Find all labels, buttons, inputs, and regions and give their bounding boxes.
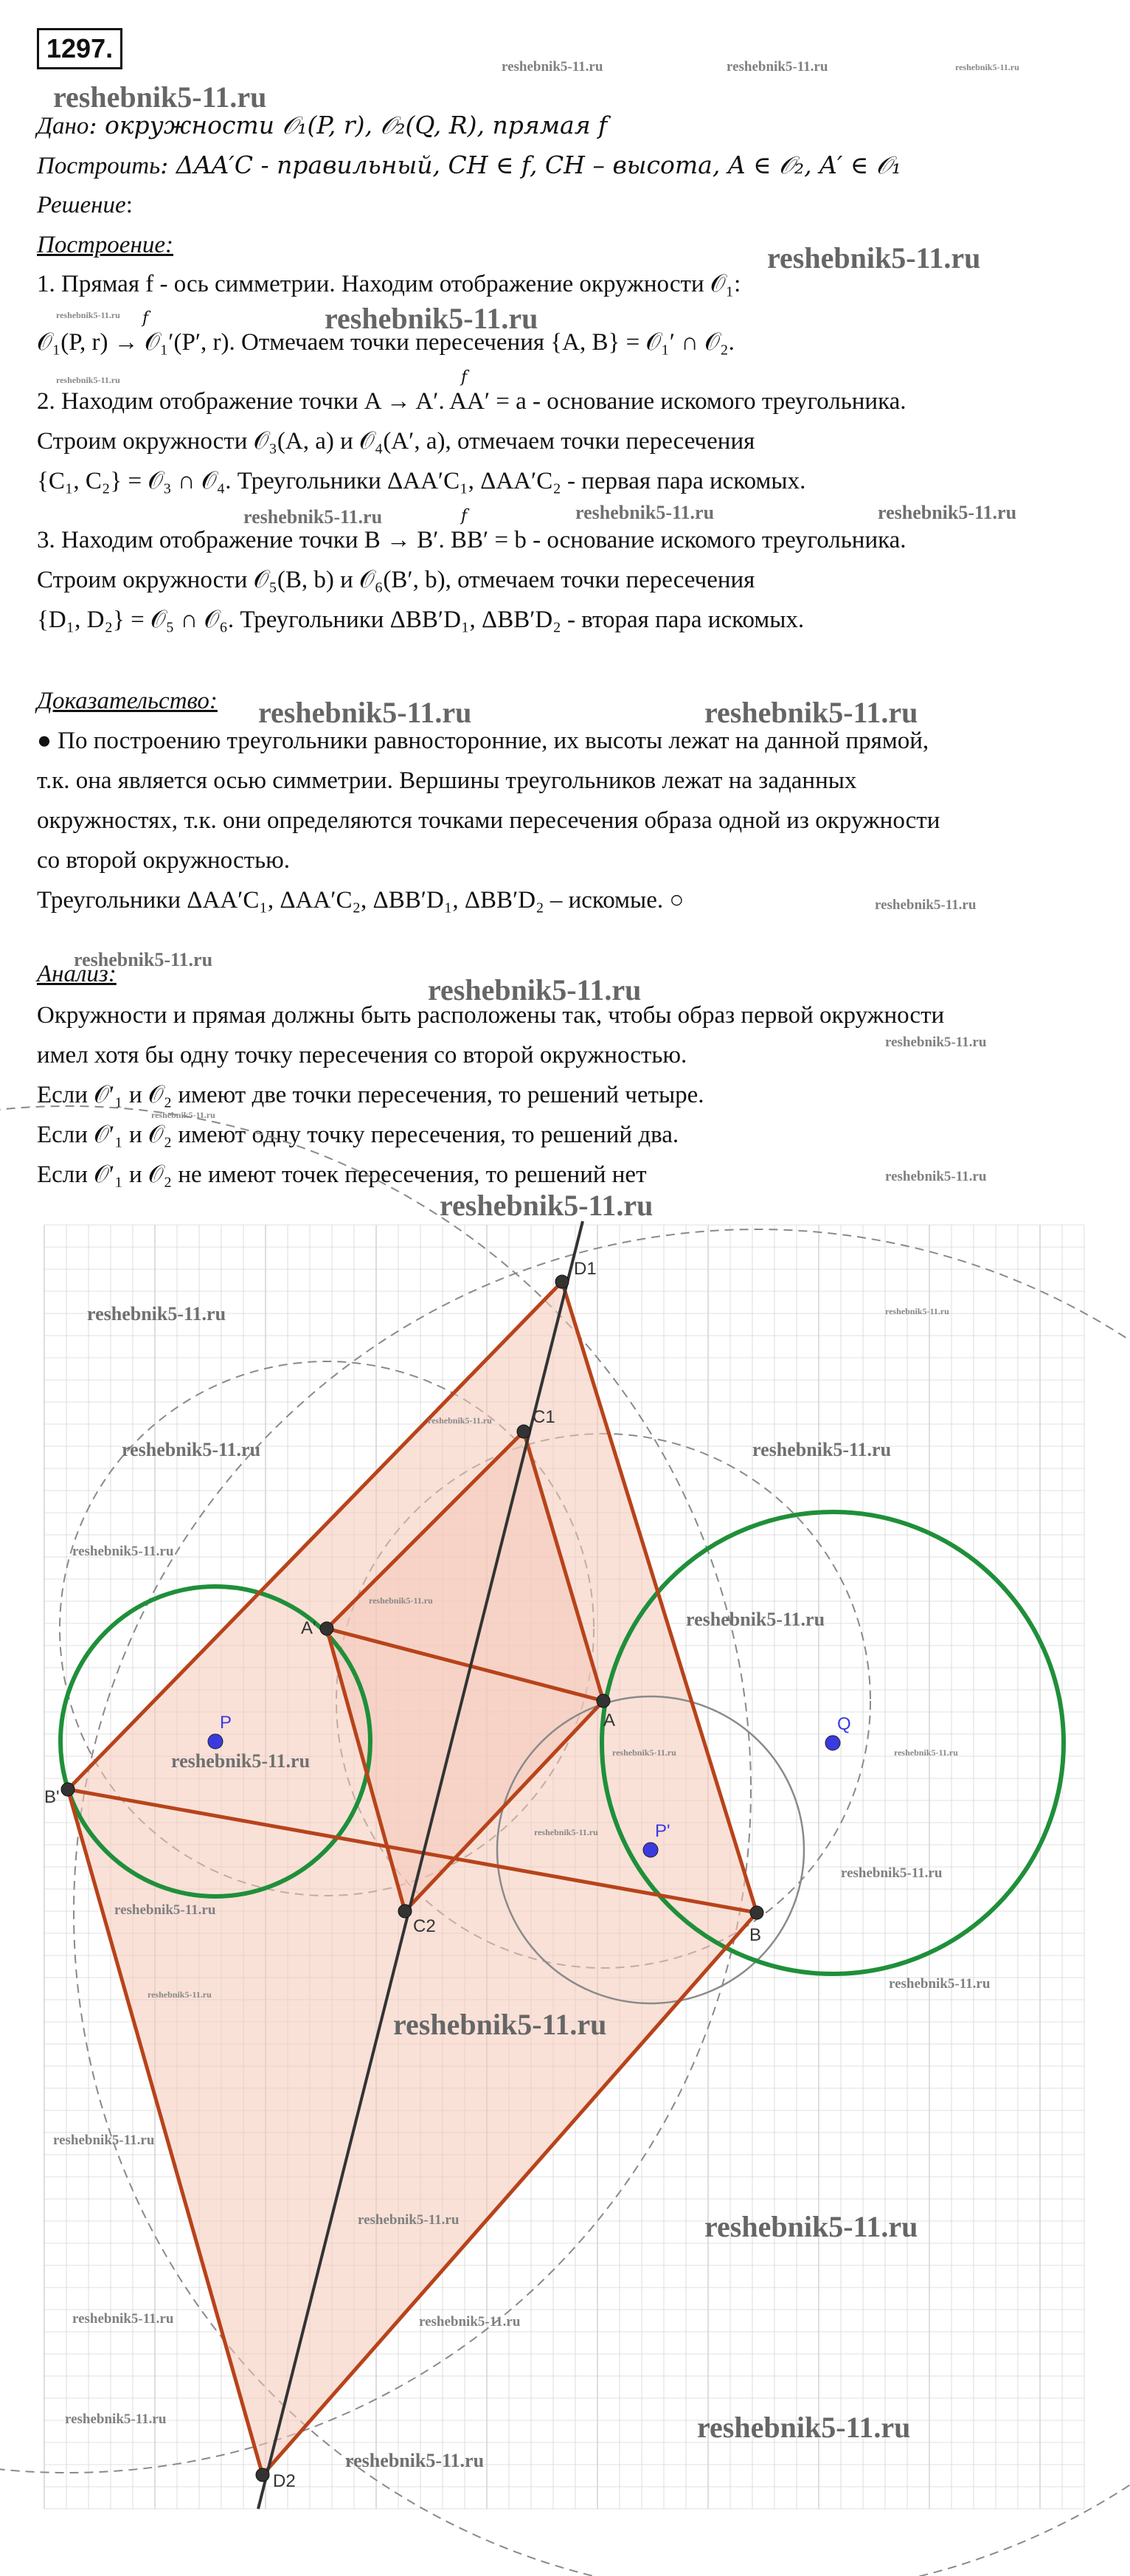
watermark: reshebnik5-11.ru <box>171 1750 311 1772</box>
step2-line-b: Строим окружности 𝒪₃(A, a) и 𝒪₄(A′, a), отмечаем точки пересечения <box>37 428 755 455</box>
watermark: reshebnik5-11.ru <box>325 302 538 335</box>
watermark: reshebnik5-11.ru <box>612 1747 676 1758</box>
label-c1: C1 <box>533 1407 555 1427</box>
watermark: reshebnik5-11.ru <box>889 1976 991 1992</box>
analysis-line-1: Окружности и прямая должны быть расположены так, чтобы образ первой окружности <box>37 1002 945 1029</box>
step3-line-a: 3. Находим отображение точки B → B′. BB′ = b - основание искомого треугольника. <box>37 527 907 553</box>
construct-body: : ΔAA′C - правильный, CH ∈ f, CH – высота, A ∈ 𝒪₂, A′ ∈ 𝒪₁ <box>160 151 901 179</box>
proof-line-1: ● По построению треугольники равносторонние, их высоты лежат на данной прямой, <box>37 728 929 754</box>
watermark: reshebnik5-11.ru <box>65 2411 167 2427</box>
step3-arrow-f: f <box>461 507 468 525</box>
point-c1 <box>517 1425 530 1438</box>
watermark: reshebnik5-11.ru <box>686 1609 825 1630</box>
proof-line-5: Треугольники ΔAA′C₁, ΔAA′C₂, ΔBB′D₁, ΔBB′D₂ – искомые. ○ <box>37 887 684 914</box>
watermark: reshebnik5-11.ru <box>114 1902 216 1918</box>
watermark: reshebnik5-11.ru <box>885 1035 987 1050</box>
label-q: Q <box>837 1714 851 1734</box>
watermark: reshebnik5-11.ru <box>885 1169 987 1184</box>
label-d1: D1 <box>574 1259 597 1279</box>
watermark: reshebnik5-11.ru <box>56 375 120 385</box>
watermark: reshebnik5-11.ru <box>122 1439 261 1460</box>
point-q <box>825 1736 840 1750</box>
label-p-prime: P' <box>655 1821 670 1841</box>
point-p-prime <box>643 1843 658 1857</box>
point-a-prime <box>320 1622 333 1635</box>
watermark: reshebnik5-11.ru <box>428 973 642 1006</box>
watermark: reshebnik5-11.ru <box>151 1110 215 1120</box>
step2-line-c: {C₁, C₂} = 𝒪₃ ∩ 𝒪₄. Треугольники ΔAA′C₁, ΔAA′C₂ - первая пара искомых. <box>37 468 806 494</box>
step1-line-a: 1. Прямая f - ось симметрии. Находим отображение окружности 𝒪₁: <box>37 271 741 297</box>
watermark: reshebnik5-11.ru <box>704 696 918 729</box>
analysis-line-5: Если 𝒪′₁ и 𝒪₂ не имеют точек пересечения, то решений нет <box>37 1161 647 1188</box>
point-b <box>750 1906 763 1919</box>
analysis-line-2: имел хотя бы одну точку пересечения со второй окружностью. <box>37 1042 687 1068</box>
label-c2: C2 <box>413 1916 436 1936</box>
watermark: reshebnik5-11.ru <box>369 1595 433 1606</box>
analysis-line-3: Если 𝒪′₁ и 𝒪₂ имеют две точки пересечения, то решений четыре. <box>37 1082 704 1108</box>
proof-line-3: окружностях, т.к. они определяются точками пересечения образа одной из окружности <box>37 807 940 834</box>
label-p: P <box>220 1713 232 1733</box>
step2-arrow-f: f <box>461 368 468 387</box>
watermark: reshebnik5-11.ru <box>885 1306 949 1316</box>
watermark: reshebnik5-11.ru <box>955 62 1019 72</box>
label-b: B <box>749 1925 762 1945</box>
watermark: reshebnik5-11.ru <box>72 1544 174 1559</box>
point-d2 <box>256 2468 269 2482</box>
analysis-header: Анализ: <box>37 961 117 987</box>
given-label: Дано <box>37 113 89 139</box>
watermark: reshebnik5-11.ru <box>894 1747 958 1758</box>
step2-line-a: 2. Находим отображение точки A → A′. AA′ = a - основание искомого треугольника. <box>37 388 907 415</box>
analysis-line-4: Если 𝒪′₁ и 𝒪₂ имеют одну точку пересечения, то решений два. <box>37 1122 679 1148</box>
watermark: reshebnik5-11.ru <box>752 1439 892 1460</box>
point-p <box>208 1734 223 1749</box>
step3-line-c: {D₁, D₂} = 𝒪₅ ∩ 𝒪₆. Треугольники ΔBB′D₁, ΔBB′D₂ - вторая пара искомых. <box>37 607 805 633</box>
proof-line-4: со второй окружностью. <box>37 847 291 874</box>
watermark: reshebnik5-11.ru <box>419 2314 521 2330</box>
label-a: A <box>603 1710 616 1730</box>
point-c2 <box>398 1905 412 1918</box>
watermark: reshebnik5-11.ru <box>428 1415 492 1426</box>
watermark: reshebnik5-11.ru <box>243 506 383 528</box>
watermark: reshebnik5-11.ru <box>727 59 828 75</box>
watermark: reshebnik5-11.ru <box>258 696 472 729</box>
point-d1 <box>555 1275 569 1288</box>
watermark: reshebnik5-11.ru <box>53 80 267 114</box>
watermark: reshebnik5-11.ru <box>878 502 1017 523</box>
construction-header: Построение: <box>37 232 173 258</box>
step3-line-b: Строим окружности 𝒪₅(B, b) и 𝒪₆(B′, b), отмечаем точки пересечения <box>37 567 755 593</box>
watermark: reshebnik5-11.ru <box>704 2210 918 2243</box>
proof-line-2: т.к. она является осью симметрии. Вершины треугольников лежат на заданных <box>37 767 857 794</box>
solution-colon: : <box>125 192 133 218</box>
watermark: reshebnik5-11.ru <box>534 1827 598 1837</box>
label-d2: D2 <box>273 2471 296 2491</box>
label-b-prime: B' <box>44 1787 60 1807</box>
watermark: reshebnik5-11.ru <box>502 59 603 75</box>
point-b-prime <box>61 1783 74 1796</box>
watermark: reshebnik5-11.ru <box>56 310 120 320</box>
label-a-prime: A' <box>301 1618 316 1638</box>
step1-line-b: 𝒪₁(P, r) → 𝒪₁′(P′, r). Отмечаем точки пересечения {A, B} = 𝒪₁′ ∩ 𝒪₂. <box>37 329 735 356</box>
step1-arrow-f: f <box>142 309 149 328</box>
watermark: reshebnik5-11.ru <box>841 1865 943 1881</box>
watermark: reshebnik5-11.ru <box>875 897 977 913</box>
point-a <box>597 1694 610 1707</box>
watermark: reshebnik5-11.ru <box>53 2133 155 2148</box>
watermark: reshebnik5-11.ru <box>87 1303 226 1325</box>
watermark: reshebnik5-11.ru <box>72 2311 174 2327</box>
watermark: reshebnik5-11.ru <box>697 2411 911 2444</box>
watermark: reshebnik5-11.ru <box>575 502 715 523</box>
proof-header: Доказательство: <box>37 688 218 714</box>
solution-label: Решение <box>37 192 126 218</box>
watermark: reshebnik5-11.ru <box>148 1989 212 2000</box>
watermark: reshebnik5-11.ru <box>345 2450 485 2471</box>
watermark: reshebnik5-11.ru <box>74 949 213 970</box>
watermark: reshebnik5-11.ru <box>440 1189 654 1222</box>
watermark: reshebnik5-11.ru <box>358 2212 460 2228</box>
watermark: reshebnik5-11.ru <box>393 2008 607 2041</box>
construct-label: Построить <box>37 153 161 179</box>
watermark: reshebnik5-11.ru <box>767 241 981 274</box>
given-body: : окружности 𝒪₁(P, r), 𝒪₂(Q, R), прямая f <box>89 111 608 139</box>
problem-number: 1297. <box>37 28 122 69</box>
